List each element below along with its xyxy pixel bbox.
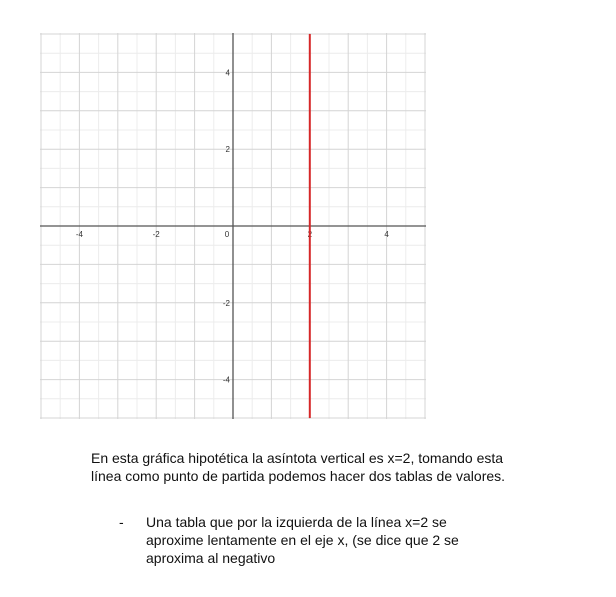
bullet-item-text: Una tabla que por la izquierda de la línea x=2 se aproxime lentamente en el eje x, (se dice que 2 se aproxima al negativo [146, 514, 459, 566]
y-tick-label: 4 [225, 68, 230, 78]
explanation-paragraph: En esta gráfica hipotética la asíntota vertical es x=2, tomando esta línea como punto de partida podemos hacer dos tablas de valores. [91, 450, 506, 484]
y-tick-label: -2 [222, 298, 230, 308]
x-tick-label: 0 [224, 230, 230, 239]
bullet-dash: - [119, 514, 124, 530]
y-tick-label: -4 [222, 375, 230, 385]
x-tick-label: 2 [307, 230, 313, 239]
x-tick-label: -4 [75, 230, 83, 239]
axes [40, 33, 426, 419]
x-tick-label: -2 [152, 230, 160, 239]
y-tick-label: 2 [225, 145, 230, 155]
x-tick-label: 4 [384, 230, 389, 239]
